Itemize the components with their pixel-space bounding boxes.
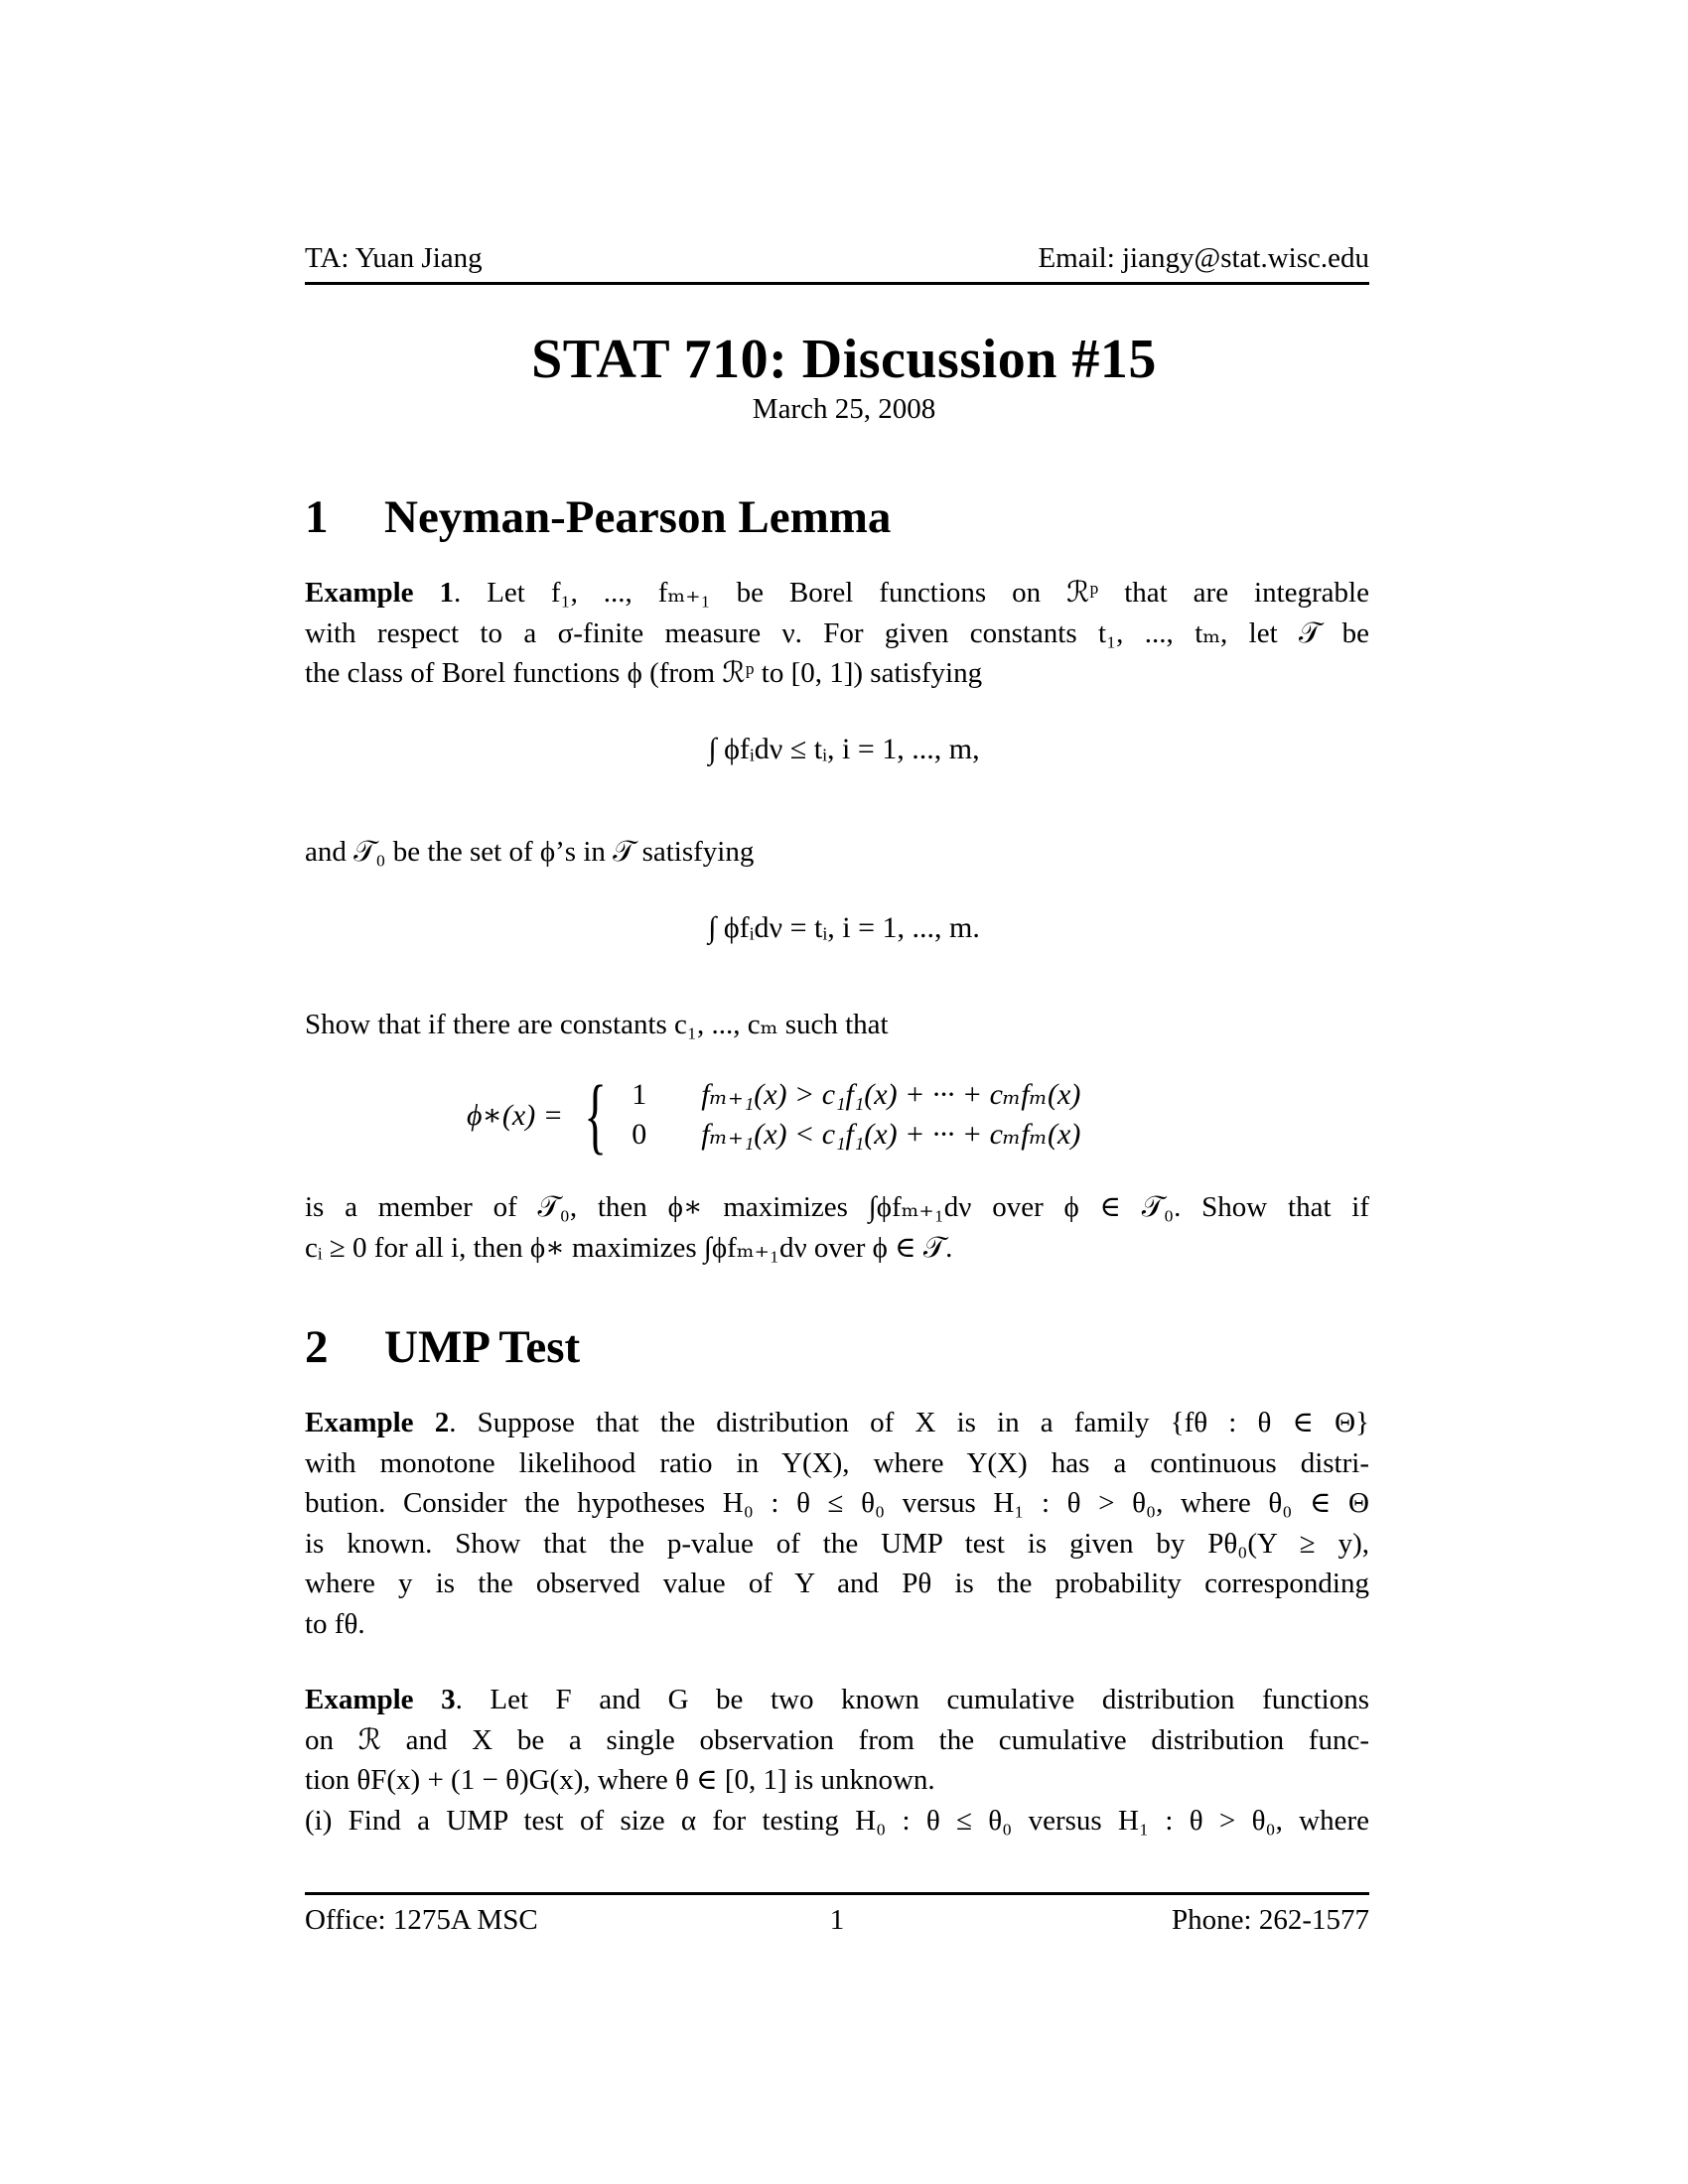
example-1-conclusion-line-2: cᵢ ≥ 0 for all i, then ϕ∗ maximizes ∫ϕfₘ₊₁dν over ϕ ∈ 𝒯. bbox=[305, 1231, 953, 1264]
example-1-show bbox=[305, 1005, 1369, 1045]
section-number: 2 bbox=[305, 1321, 329, 1373]
display-equation-equality: ∫ ϕfᵢdν = tᵢ, i = 1, ..., m. bbox=[708, 911, 980, 944]
example-1-mid-line: and 𝒯₀ be the set of ϕ’s in 𝒯 satisfying bbox=[305, 836, 755, 868]
example-1-line-2: with respect to a σ-finite measure ν. For given constants t₁, ..., tₘ, let 𝒯 be bbox=[305, 616, 1369, 649]
example-2-line-6: to fθ. bbox=[305, 1607, 365, 1640]
section-title: UMP Test bbox=[384, 1321, 581, 1373]
example-3-line-4: (i) Find a UMP test of size α for testing H₀ : θ ≤ θ₀ versus H₁ : θ > θ₀, where bbox=[305, 1804, 1369, 1837]
header-rule bbox=[305, 282, 1369, 285]
document-title: STAT 710: Discussion #15 bbox=[531, 329, 1157, 390]
piecewise-cases bbox=[632, 1077, 1080, 1153]
ta-email: Email: jiangy@stat.wisc.edu bbox=[1038, 242, 1369, 274]
display-equation-inequality: ∫ ϕfᵢdν ≤ tᵢ, i = 1, ..., m, bbox=[708, 733, 980, 765]
left-brace: { bbox=[584, 1067, 607, 1162]
case-value: 1 bbox=[632, 1078, 647, 1111]
example-3-line-3: tion θF(x) + (1 − θ)G(x), where θ ∈ [0, 1] is unknown. bbox=[305, 1764, 935, 1796]
example-2-line-5: where y is the observed value of Y and Pθ is the probability corresponding bbox=[305, 1568, 1369, 1599]
office-info: Office: 1275A MSC bbox=[305, 1904, 538, 1936]
case-condition: fₘ₊₁(x) > c₁f₁(x) + ··· + cₘfₘ(x) bbox=[701, 1078, 1081, 1111]
example-3-line-1: Example 3. Let F and G be two known cumulative distribution functions bbox=[305, 1684, 1370, 1715]
section-title: Neyman-Pearson Lemma bbox=[384, 491, 892, 543]
phone-info: Phone: 262-1577 bbox=[1172, 1904, 1369, 1936]
example-1-intro bbox=[305, 573, 1369, 694]
example-label: Example 3 bbox=[305, 1684, 456, 1715]
example-1-conclusion bbox=[305, 1187, 1369, 1268]
example-1-show-line: Show that if there are constants c₁, ..., cₘ such that bbox=[305, 1009, 889, 1040]
example-label: Example 1 bbox=[305, 577, 455, 609]
page-number: 1 bbox=[829, 1904, 845, 1936]
example-1-line-1: Example 1. Let f₁, ..., fₘ₊₁ be Borel functions on ℛᵖ that are integrable bbox=[305, 577, 1369, 609]
example-2-line-1: Example 2. Suppose that the distribution of X is in a family {fθ : θ ∈ Θ} bbox=[305, 1407, 1369, 1438]
case-value: 0 bbox=[632, 1118, 647, 1151]
example-1-line-3: the class of Borel functions ϕ (from ℛᵖ to [0, 1]) satisfying bbox=[305, 657, 983, 689]
piecewise-definition bbox=[467, 1067, 1081, 1162]
ta-name: TA: Yuan Jiang bbox=[305, 242, 483, 274]
footer-rule bbox=[305, 1892, 1369, 1895]
example-2-line-2: with monotone likelihood ratio in Y(X), where Y(X) has a continuous distri- bbox=[305, 1446, 1369, 1479]
piecewise-lhs: ϕ∗(x) = bbox=[467, 1098, 563, 1132]
example-1-conclusion-line-1: is a member of 𝒯₀, then ϕ∗ maximizes ∫ϕfₘ₊₁dν over ϕ ∈ 𝒯₀. Show that if bbox=[305, 1191, 1369, 1223]
example-2 bbox=[305, 1403, 1369, 1644]
section-number: 1 bbox=[305, 491, 329, 543]
case-condition: fₘ₊₁(x) < c₁f₁(x) + ··· + cₘfₘ(x) bbox=[701, 1118, 1081, 1151]
example-2-line-4: is known. Show that the p-value of the UMP test is given by Pθ₀(Y ≥ y), bbox=[305, 1527, 1369, 1560]
example-label: Example 2 bbox=[305, 1407, 450, 1438]
document-date: March 25, 2008 bbox=[752, 393, 936, 425]
example-1-mid bbox=[305, 832, 1369, 873]
example-3-line-2: on ℛ and X be a single observation from the cumulative distribution func- bbox=[305, 1723, 1369, 1756]
example-3 bbox=[305, 1680, 1369, 1841]
example-2-line-3: bution. Consider the hypotheses H₀ : θ ≤ θ₀ versus H₁ : θ > θ₀, where θ₀ ∈ Θ bbox=[305, 1487, 1369, 1519]
